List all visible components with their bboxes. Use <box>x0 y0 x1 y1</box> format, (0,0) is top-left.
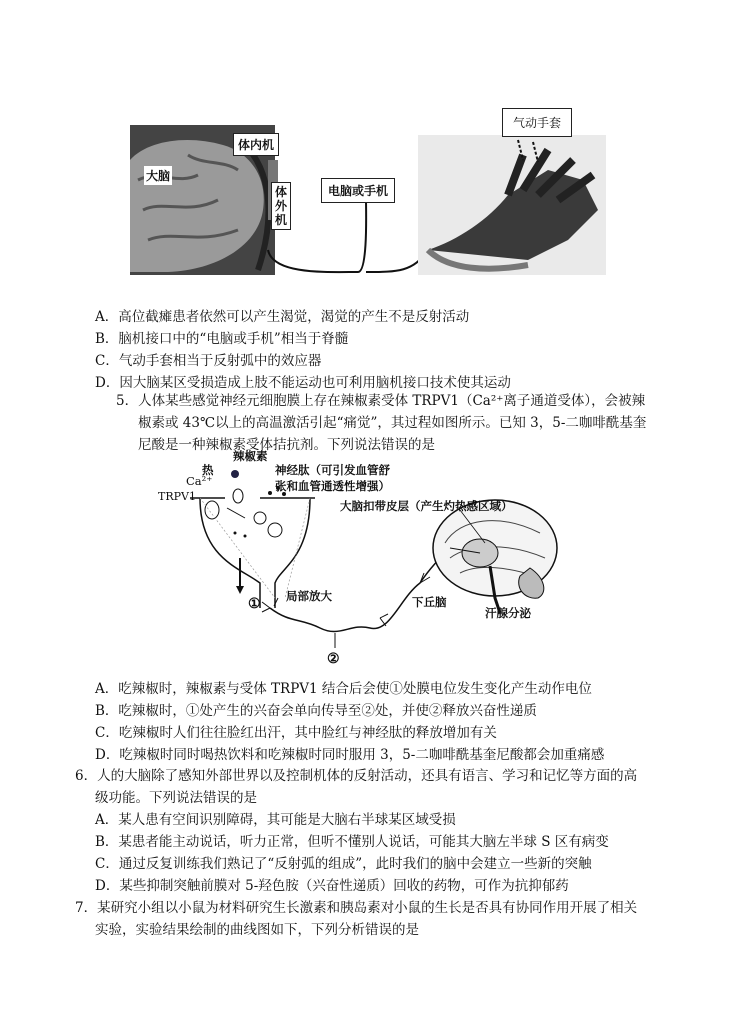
q5-stem-line: 5．人体某些感觉神经元细胞膜上存在辣椒素受体 TRPV1（Ca²⁺离子通道受体），会被辣 <box>116 393 646 409</box>
external-label-char: 机 <box>275 213 288 227</box>
q6 <box>75 765 637 897</box>
q5-option-b: B．吃辣椒时，①处产生的兴奋会单向传导至②处，并使②释放兴奋性递质 <box>95 703 537 719</box>
q6-option-a: A．某人患有空间识别障碍，其可能是大脑右半球某区域受损 <box>95 812 456 828</box>
sweat-label: 汗腺分泌 <box>485 606 531 620</box>
glove-label: 气动手套 <box>502 108 572 137</box>
implant-label: 体内机 <box>233 133 279 156</box>
marker-1: ① <box>248 596 261 612</box>
external-label-char: 外 <box>275 199 288 213</box>
q6-option-c: C．通过反复训练我们熟记了“反射弧的组成”，此时我们的脑中会建立一些新的突触 <box>95 856 592 872</box>
q4-option-d: D．因大脑某区受损造成上肢不能运动也可利用脑机接口技术使其运动 <box>95 375 511 391</box>
q6-stem-line: 6．人的大脑除了感知外部世界以及控制机体的反射活动，还具有语言、学习和记忆等方面的高 <box>75 768 638 784</box>
q6-option-b: B．某患者能主动说话，听力正常，但听不懂别人说话，可能其大脑左半球 S 区有病变 <box>95 834 609 850</box>
computer-or-phone-box: 电脑或手机 <box>321 178 395 203</box>
capsaicin-label: 辣椒素 <box>233 449 268 463</box>
q4-option-a: A．高位截瘫患者依然可以产生渴觉，渴觉的产生不是反射活动 <box>95 309 470 325</box>
q4-option-c: C．气动手套相当于反射弧中的效应器 <box>95 353 322 369</box>
q5-stem-line: 椒素或 43℃以上的高温激活引起“痛觉”，其过程如图所示。已知 3，5-二咖啡酰基奎 <box>138 415 647 431</box>
cortex-label: 大脑扣带皮层（产生灼热感区域） <box>340 499 513 513</box>
trpv1-label: TRPV1 <box>158 490 196 503</box>
figure-bci <box>128 100 608 280</box>
q5-option-d: D．吃辣椒时同时喝热饮料和吃辣椒时同时服用 3，5-二咖啡酰基奎尼酸都会加重痛感 <box>95 747 605 763</box>
marker-2: ② <box>327 651 340 667</box>
brain-label: 大脑 <box>144 166 172 185</box>
figure-pain-pathway <box>150 448 570 673</box>
heat-label: 热 <box>202 463 214 477</box>
q5-option-c: C．吃辣椒时人们往往脸红出汗，其中脸红与神经肽的释放增加有关 <box>95 725 497 741</box>
q5-stem-line: 尼酸是一种辣椒素受体拮抗剂。下列说法错误的是 <box>138 437 435 453</box>
q5-stem <box>116 390 647 456</box>
q4-options <box>95 306 511 394</box>
hypothalamus-label: 下丘脑 <box>412 595 447 609</box>
q5-option-a: A．吃辣椒时，辣椒素与受体 TRPV1 结合后会使①处膜电位发生变化产生动作电位 <box>95 681 592 697</box>
q5-options <box>95 678 604 766</box>
q6-stem-line: 级功能。下列说法错误的是 <box>95 790 257 806</box>
q6-option-d: D．某些抑制突触前膜对 5-羟色胺（兴奋性递质）回收的药物，可作为抗抑郁药 <box>95 878 569 894</box>
q7-stem-line: 实验，实验结果绘制的曲线图如下，下列分析错误的是 <box>95 922 419 938</box>
q4-option-b: B．脑机接口中的“电脑或手机”相当于脊髓 <box>95 331 349 347</box>
external-label-char: 体 <box>275 185 288 199</box>
calcium-label: Ca²⁺ <box>186 474 213 488</box>
neuropeptide-label-2: 张和血管通透性增强） <box>275 479 390 493</box>
q7 <box>75 897 637 941</box>
external-device-label <box>271 182 291 230</box>
magnify-label: 局部放大 <box>286 589 332 603</box>
neuropeptide-label: 神经肽（可引发血管舒 <box>275 463 390 477</box>
q7-stem-line: 7．某研究小组以小鼠为材料研究生长激素和胰岛素对小鼠的生长是否具有协同作用开展了相关 <box>75 900 638 916</box>
